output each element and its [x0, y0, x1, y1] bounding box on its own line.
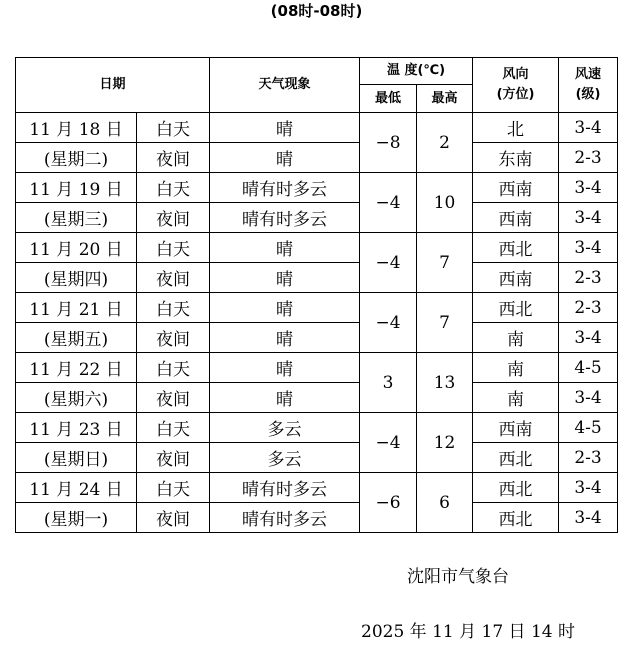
wind-speed-label: 风速 — [575, 67, 602, 82]
date-cell: 11 月 24 日 — [16, 473, 137, 503]
temp-max-cell: 6 — [417, 473, 473, 533]
date-cell: 11 月 21 日 — [16, 293, 137, 323]
table-row — [16, 173, 618, 203]
weather-cell: 晴有时多云 — [210, 173, 360, 203]
issuing-organization: 沈阳市气象台 — [407, 567, 509, 587]
period-cell: 白天 — [137, 293, 210, 323]
temp-min-cell: −4 — [360, 413, 417, 473]
weekday-cell: (星期四) — [16, 263, 137, 293]
date-cell: 11 月 19 日 — [16, 173, 137, 203]
temp-min-cell: −4 — [360, 293, 417, 353]
temp-min-cell: −4 — [360, 233, 417, 293]
wind-direction-label: 风向 — [502, 67, 529, 82]
period-cell: 白天 — [137, 113, 210, 143]
wind-direction-cell: 西南 — [473, 413, 559, 443]
period-cell: 夜间 — [137, 503, 210, 533]
temp-min-cell: 3 — [360, 353, 417, 413]
period-cell: 白天 — [137, 173, 210, 203]
wind-direction-unit: (方位) — [496, 87, 535, 102]
wind-speed-cell: 3-4 — [559, 113, 618, 143]
header-row — [16, 58, 618, 85]
table-row — [16, 203, 618, 233]
wind-speed-cell: 4-5 — [559, 413, 618, 443]
date-header: 日期 — [16, 58, 210, 113]
table-row — [16, 353, 618, 383]
weather-cell: 晴有时多云 — [210, 473, 360, 503]
weather-cell: 晴 — [210, 143, 360, 173]
temp-max-cell: 12 — [417, 413, 473, 473]
temp-min-cell: −8 — [360, 113, 417, 173]
table-row — [16, 413, 618, 443]
wind-direction-header — [473, 58, 559, 113]
period-cell: 夜间 — [137, 383, 210, 413]
wind-speed-cell: 2-3 — [559, 263, 618, 293]
weekday-cell: (星期二) — [16, 143, 137, 173]
wind-speed-cell: 3-4 — [559, 233, 618, 263]
temp-max-cell: 10 — [417, 173, 473, 233]
weather-cell: 晴 — [210, 113, 360, 143]
period-cell: 夜间 — [137, 203, 210, 233]
table-row — [16, 503, 618, 533]
wind-speed-cell: 2-3 — [559, 443, 618, 473]
period-cell: 夜间 — [137, 143, 210, 173]
temp-max-cell: 7 — [417, 233, 473, 293]
wind-speed-cell: 3-4 — [559, 323, 618, 353]
weather-cell: 晴 — [210, 323, 360, 353]
period-cell: 白天 — [137, 233, 210, 263]
period-cell: 夜间 — [137, 323, 210, 353]
weather-cell: 多云 — [210, 443, 360, 473]
weather-cell: 晴 — [210, 233, 360, 263]
wind-speed-cell: 2-3 — [559, 293, 618, 323]
temp-min-cell: −6 — [360, 473, 417, 533]
wind-speed-cell: 4-5 — [559, 353, 618, 383]
table-row — [16, 443, 618, 473]
wind-speed-cell: 3-4 — [559, 203, 618, 233]
temp-max-cell: 2 — [417, 113, 473, 173]
weekday-cell: (星期一) — [16, 503, 137, 533]
weekday-cell: (星期日) — [16, 443, 137, 473]
wind-speed-cell: 3-4 — [559, 173, 618, 203]
temp-min-header: 最低 — [360, 85, 417, 113]
period-cell: 白天 — [137, 353, 210, 383]
table-row — [16, 113, 618, 143]
wind-direction-cell: 南 — [473, 353, 559, 383]
weather-cell: 晴有时多云 — [210, 203, 360, 233]
temp-max-header: 最高 — [417, 85, 473, 113]
wind-direction-cell: 北 — [473, 113, 559, 143]
wind-direction-cell: 东南 — [473, 143, 559, 173]
weekday-cell: (星期五) — [16, 323, 137, 353]
wind-speed-cell: 3-4 — [559, 473, 618, 503]
wind-direction-cell: 西北 — [473, 473, 559, 503]
table-row — [16, 383, 618, 413]
wind-speed-cell: 3-4 — [559, 503, 618, 533]
table-row — [16, 143, 618, 173]
period-cell: 白天 — [137, 413, 210, 443]
date-cell: 11 月 22 日 — [16, 353, 137, 383]
date-cell: 11 月 23 日 — [16, 413, 137, 443]
weather-header: 天气现象 — [210, 58, 360, 113]
wind-speed-header — [559, 58, 618, 113]
date-cell: 11 月 18 日 — [16, 113, 137, 143]
wind-direction-cell: 西北 — [473, 443, 559, 473]
temp-max-cell: 7 — [417, 293, 473, 353]
wind-direction-cell: 南 — [473, 383, 559, 413]
wind-direction-cell: 西北 — [473, 503, 559, 533]
period-cell: 白天 — [137, 473, 210, 503]
wind-direction-cell: 西北 — [473, 233, 559, 263]
wind-direction-cell: 南 — [473, 323, 559, 353]
wind-speed-unit: (级) — [575, 87, 601, 102]
weather-forecast-table — [15, 57, 618, 533]
forecast-body — [16, 113, 618, 533]
table-row — [16, 473, 618, 503]
forecast-time-range: (08时-08时) — [270, 2, 363, 20]
wind-speed-cell: 2-3 — [559, 143, 618, 173]
temperature-header: 温 度(℃) — [360, 58, 473, 85]
table-row — [16, 233, 618, 263]
date-cell: 11 月 20 日 — [16, 233, 137, 263]
wind-direction-cell: 西南 — [473, 173, 559, 203]
weekday-cell: (星期六) — [16, 383, 137, 413]
weather-cell: 晴有时多云 — [210, 503, 360, 533]
temp-min-cell: −4 — [360, 173, 417, 233]
wind-direction-cell: 西北 — [473, 293, 559, 323]
weather-cell: 多云 — [210, 413, 360, 443]
period-cell: 夜间 — [137, 263, 210, 293]
weather-cell: 晴 — [210, 353, 360, 383]
weather-cell: 晴 — [210, 383, 360, 413]
period-cell: 夜间 — [137, 443, 210, 473]
weather-cell: 晴 — [210, 263, 360, 293]
temp-max-cell: 13 — [417, 353, 473, 413]
table-row — [16, 323, 618, 353]
wind-direction-cell: 西南 — [473, 203, 559, 233]
weekday-cell: (星期三) — [16, 203, 137, 233]
issue-time: 2025 年 11 月 17 日 14 时 — [361, 622, 575, 642]
wind-direction-cell: 西南 — [473, 263, 559, 293]
wind-speed-cell: 3-4 — [559, 383, 618, 413]
weather-cell: 晴 — [210, 293, 360, 323]
table-row — [16, 293, 618, 323]
table-row — [16, 263, 618, 293]
